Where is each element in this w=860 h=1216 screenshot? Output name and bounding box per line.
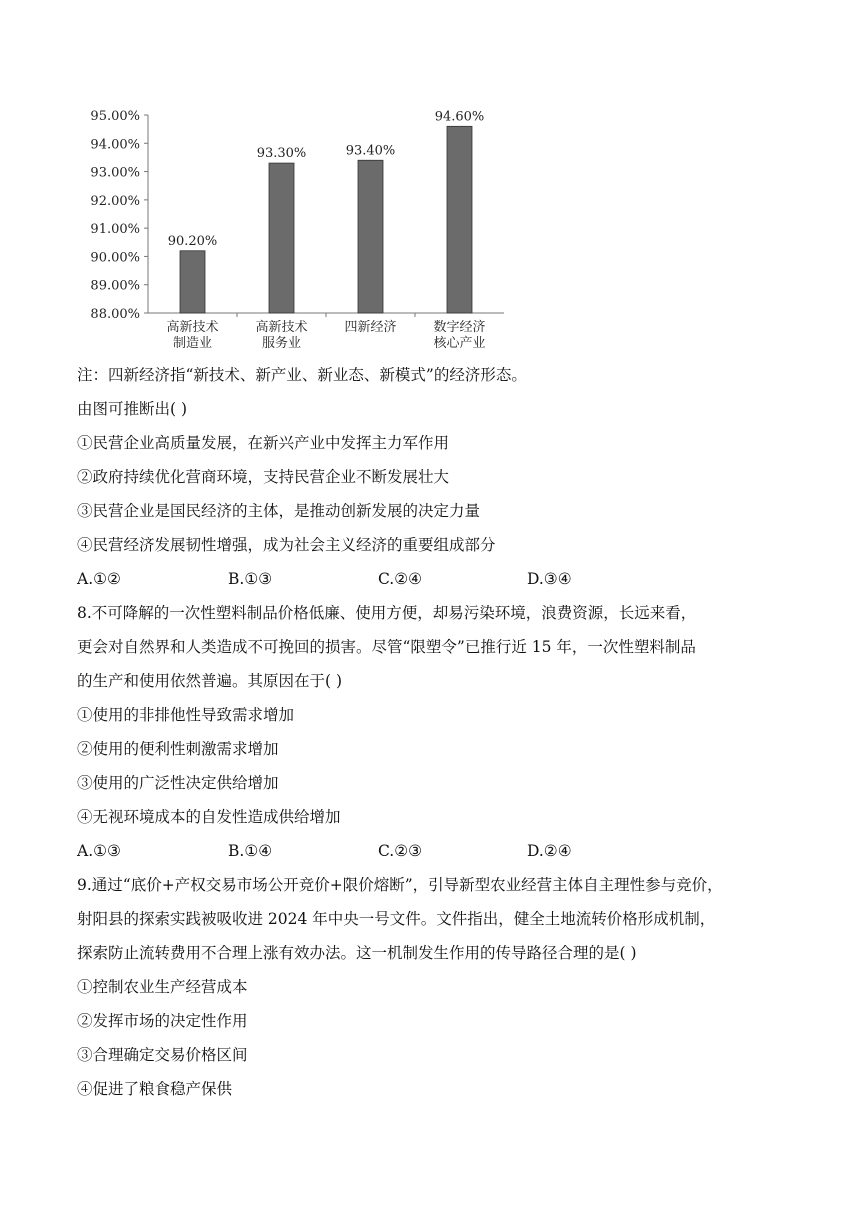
q8-option-a: A.①③ xyxy=(77,842,121,860)
y-tick-label: 91.00% xyxy=(90,222,140,238)
q9-stem-line-3: 探索防止流转费用不合理上涨有效办法。这一机制发生作用的传导路径合理的是( ) xyxy=(77,944,637,962)
category-label: 四新经济 xyxy=(344,320,397,335)
category-label: 核心产业 xyxy=(433,336,486,351)
q9-item-3: ③合理确定交易价格区间 xyxy=(77,1046,248,1064)
chart-note: 注：四新经济指“新技术、新产业、新业态、新模式”的经济形态。 xyxy=(77,366,527,384)
q8-stem-line-1: 8.不可降解的一次性塑料制品价格低廉、使用方便，却易污染环境，浪费资源，长远来看， xyxy=(77,604,697,622)
data-label: 94.60% xyxy=(434,109,485,125)
data-label: 93.30% xyxy=(256,146,307,162)
q7-option-b: B.①③ xyxy=(228,570,273,588)
q8-item-4: ④无视环境成本的自发性造成供给增加 xyxy=(77,808,341,826)
q7-item-2: ②政府持续优化营商环境，支持民营企业不断发展壮大 xyxy=(77,468,450,486)
category-label: 服务业 xyxy=(261,336,302,351)
y-tick-label: 94.00% xyxy=(90,137,140,153)
category-label: 高新技术 xyxy=(255,320,308,335)
q7-option-a: A.①② xyxy=(77,570,121,588)
y-tick-label: 90.00% xyxy=(90,250,140,266)
bar xyxy=(447,126,472,313)
q9-stem-line-2: 射阳县的探索实践被吸收进 2024 年中央一号文件。文件指出，健全土地流转价格形成机制， xyxy=(77,910,716,928)
data-label: 93.40% xyxy=(345,143,396,159)
q8-option-c: C.②③ xyxy=(378,842,423,860)
bar-chart xyxy=(70,100,530,360)
q9-item-4: ④促进了粮食稳产保供 xyxy=(77,1080,233,1098)
y-tick-label: 92.00% xyxy=(90,193,140,209)
category-label: 高新技术 xyxy=(166,320,219,335)
bar xyxy=(358,160,383,313)
q9-stem-line-1: 9.通过“底价+产权交易市场公开竞价+限价熔断”，引导新型农业经营主体自主理性参与竞价， xyxy=(77,876,723,894)
category-label: 数字经济 xyxy=(433,320,486,335)
q8-stem-line-2: 更会对自然界和人类造成不可挽回的损害。尽管“限塑令”已推行近 15 年，一次性塑料制品 xyxy=(77,638,696,656)
q8-option-b: B.①④ xyxy=(228,842,273,860)
q8-option-d: D.②④ xyxy=(527,842,572,860)
q7-stem: 由图可推断出( ) xyxy=(77,400,188,418)
q7-item-1: ①民营企业高质量发展，在新兴产业中发挥主力军作用 xyxy=(77,434,450,452)
y-tick-label: 88.00% xyxy=(90,307,140,322)
bar xyxy=(180,251,205,313)
y-tick-label: 95.00% xyxy=(90,109,140,124)
q8-item-1: ①使用的非排他性导致需求增加 xyxy=(77,706,295,724)
q8-item-3: ③使用的广泛性决定供给增加 xyxy=(77,774,279,792)
q9-item-2: ②发挥市场的决定性作用 xyxy=(77,1012,248,1030)
q7-item-4: ④民营经济发展韧性增强，成为社会主义经济的重要组成部分 xyxy=(77,536,496,554)
q8-item-2: ②使用的便利性刺激需求增加 xyxy=(77,740,279,758)
y-tick-label: 89.00% xyxy=(90,278,140,294)
q7-option-d: D.③④ xyxy=(527,570,572,588)
q8-stem-line-3: 的生产和使用依然普遍。其原因在于( ) xyxy=(77,672,343,690)
data-label: 90.20% xyxy=(167,233,218,249)
category-label: 制造业 xyxy=(172,336,213,351)
q9-item-1: ①控制农业生产经营成本 xyxy=(77,978,248,996)
y-tick-label: 93.00% xyxy=(90,165,140,181)
q7-item-3: ③民营企业是国民经济的主体，是推动创新发展的决定力量 xyxy=(77,502,481,520)
bar xyxy=(269,163,294,313)
q7-option-c: C.②④ xyxy=(378,570,423,588)
